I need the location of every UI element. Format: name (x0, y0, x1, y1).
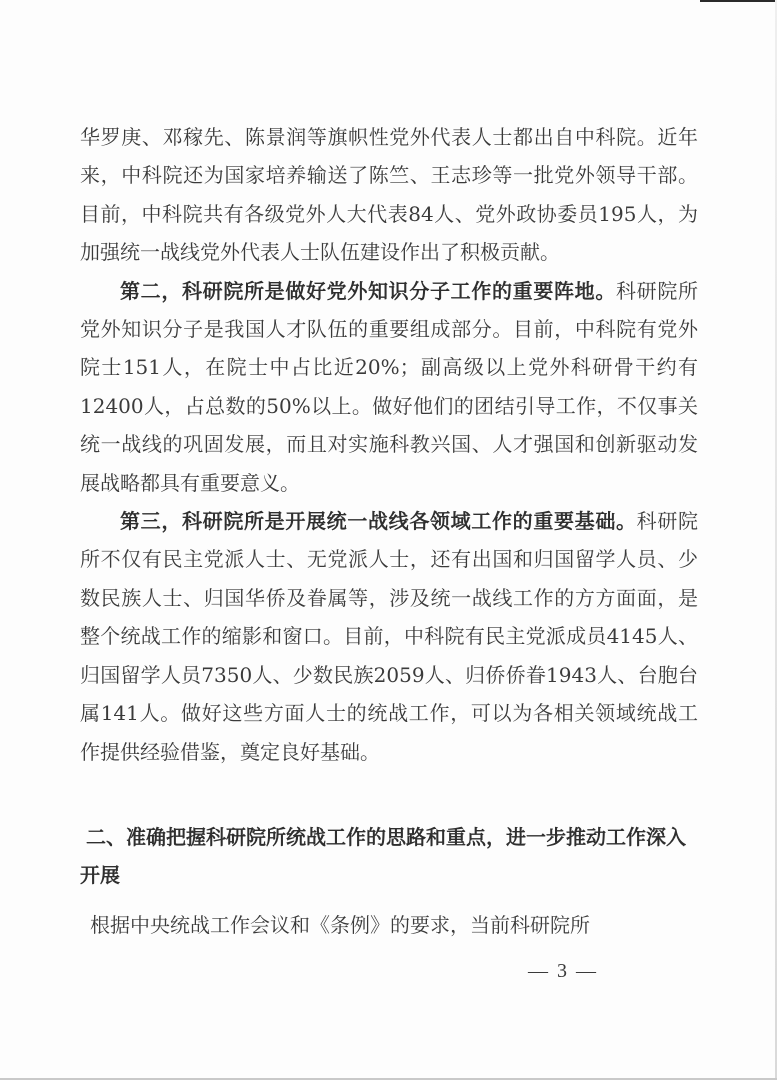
point-two-lead: 第二，科研院所是做好党外知识分子工作的重要阵地。 (120, 278, 616, 303)
paragraph-point-three (80, 502, 698, 771)
scan-edge-top (700, 0, 777, 2)
point-two-body: 科研院所党外知识分子是我国人才队伍的重要组成部分。目前，中科院有党外院士151人，在院士中占比近20%；副高级以上党外科研骨干约有12400人，占总数的50%以上。做好他们的团结引导工作，不仅事关统一战线的巩固发展，而且对实施科教兴国、人才强国和创新驱动发展战略都具有重要意义。 (80, 278, 699, 495)
paragraph-final: 根据中央统战工作会议和《条例》的要求，当前科研院所 (90, 913, 590, 937)
paragraph-point-two (80, 272, 698, 502)
section-heading: 二、准确把握科研院所统战工作的思路和重点，进一步推动工作深入开展 (80, 825, 686, 887)
page-number: — 3 — (528, 960, 598, 982)
point-three-body: 科研院所不仅有民主党派人士、无党派人士，还有出国和归国留学人员、少数民族人士、归国华侨及眷属等，涉及统一战线工作的方方面面，是整个统战工作的缩影和窗口。目前，中科院有民主党派成员4145人、归国留学人员7350人、少数民族2059人、归侨侨眷1943人、台胞台属141人。做好这些方面人士的统战工作，可以为各相关领域统战工作提供经验借鉴，奠定良好基础。 (80, 509, 699, 764)
paragraph-intro: 华罗庚、邓稼先、陈景润等旗帜性党外代表人士都出自中科院。近年来，中科院还为国家培养输送了陈竺、王志珍等一批党外领导干部。目前，中科院共有各级党外人大代表84人、党外政协委员195人，为加强统一战线党外代表人士队伍建设作出了积极贡献。 (80, 125, 698, 265)
body-text (80, 118, 698, 771)
point-three-lead: 第三，科研院所是开展统一战线各领域工作的重要基础。 (120, 509, 637, 534)
